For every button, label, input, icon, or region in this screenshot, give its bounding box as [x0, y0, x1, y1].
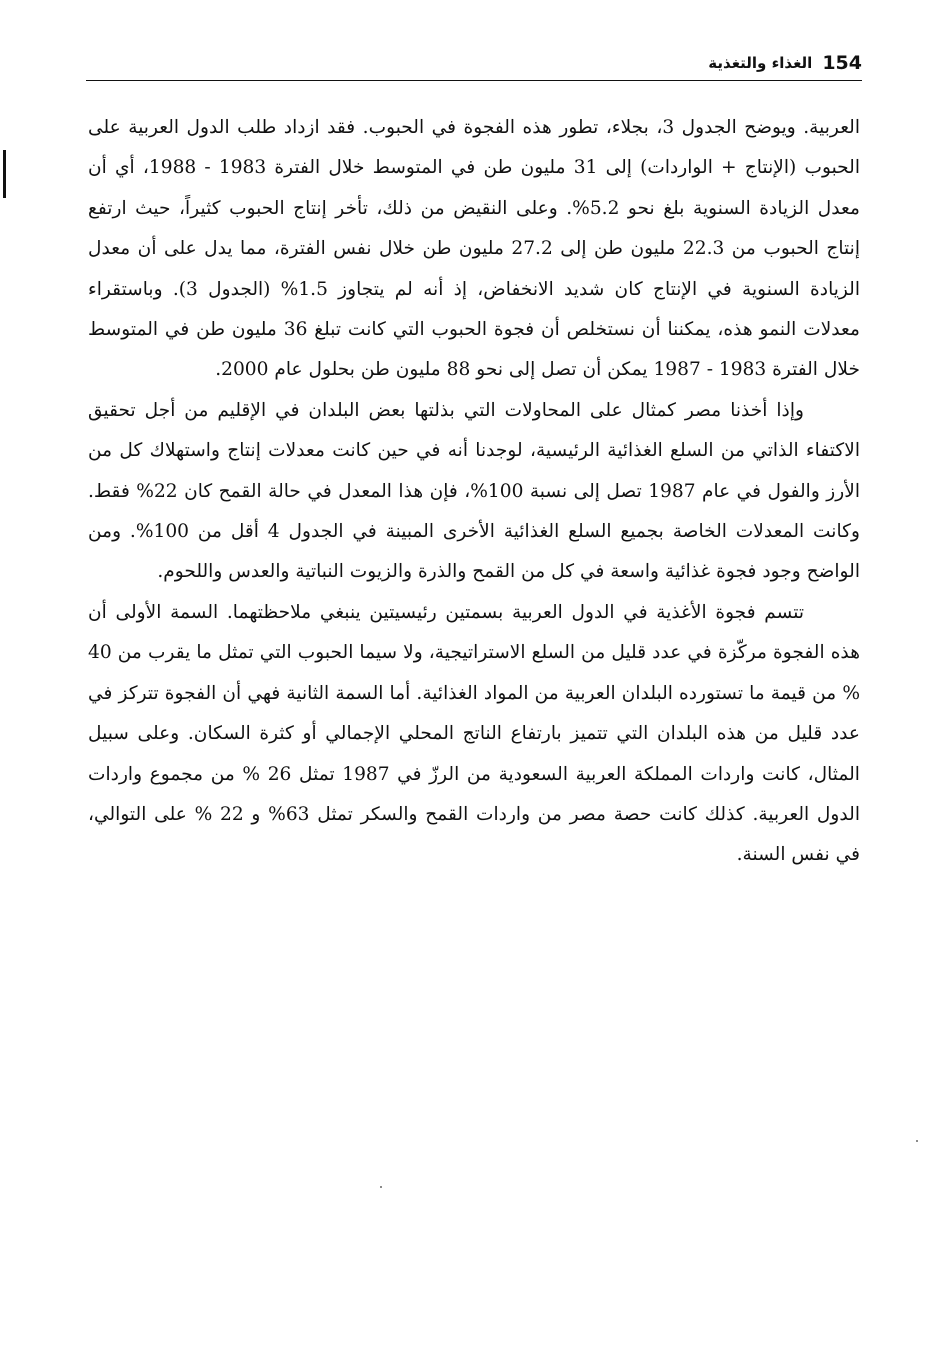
body-text — [88, 108, 860, 876]
header-rule — [86, 80, 862, 81]
scan-speck — [380, 1186, 382, 1188]
paragraph-2: وإذا أخذنا مصر كمثال على المحاولات التي بذلتها بعض البلدان في الإقليم من أجل تحقيق الاكتفاء الذاتي من السلع الغذائية الرئيسية، لوجدنا أنه في حين كانت معدلات إنتاج واستهلاك كل من الأرز والفول في عام 1987 تصل إلى نسبة 100%، فإن هذا المعدل في حالة القمح كان 22% فقط. وكانت المعدلات الخاصة بجميع السلع الغذائية الأخرى المبينة في الجدول 4 أقل من 100%. ومن الواضح وجود فجوة غذائية واسعة في كل من القمح والذرة والزيوت النباتية والعدس واللحوم. — [88, 399, 860, 583]
scan-speck — [916, 1140, 918, 1142]
page-number: 154 — [822, 52, 862, 74]
paragraph-3: تتسم فجوة الأغذية في الدول العربية بسمتين رئيسيتين ينبغي ملاحظتهما. السمة الأولى أن هذه الفجوة مركّزة في عدد قليل من السلع الاستراتيجية، ولا سيما الحبوب التي تمثل ما يقرب من 40 % من قيمة ما تستورده البلدان العربية من المواد الغذائية. أما السمة الثانية فهي أن الفجوة تتركز في عدد قليل من هذه البلدان التي تتميز بارتفاع الناتج المحلي الإجمالي أو كثرة السكان. وعلى سبيل المثال، كانت واردات المملكة العربية السعودية من الرزّ في 1987 تمثل 26 % من مجموع واردات الدول العربية. كذلك كانت حصة مصر من واردات القمح والسكر تمثل 63% و 22 % على التوالي، في نفس السنة. — [88, 601, 860, 866]
page-header — [86, 46, 862, 80]
paragraph-1: العربية. ويوضح الجدول 3، بجلاء، تطور هذه الفجوة في الحبوب. فقد ازداد طلب الدول العربية على الحبوب (الإنتاج + الواردات) إلى 31 مليون طن في المتوسط خلال الفترة 1983 - 1988، أي أن معدل الزيادة السنوية بلغ نحو 5.2%. وعلى النقيض من ذلك، تأخر إنتاج الحبوب كثيراً، حيث ارتفع إنتاج الحبوب من 22.3 مليون طن إلى 27.2 مليون طن خلال نفس الفترة، مما يدل على أن معدل الزيادة السنوية في الإنتاج كان شديد الانخفاض، إذ أنه لم يتجاوز 1.5% (الجدول 3). وباستقراء معدلات النمو هذه، يمكننا أن نستخلص أن فجوة الحبوب التي كانت تبلغ 36 مليون طن في المتوسط خلال الفترة 1983 - 1987 يمكن أن تصل إلى نحو 88 مليون طن بحلول عام 2000. — [88, 117, 861, 381]
margin-mark — [3, 150, 6, 198]
running-title: الغذاء والتغذية — [708, 54, 813, 72]
